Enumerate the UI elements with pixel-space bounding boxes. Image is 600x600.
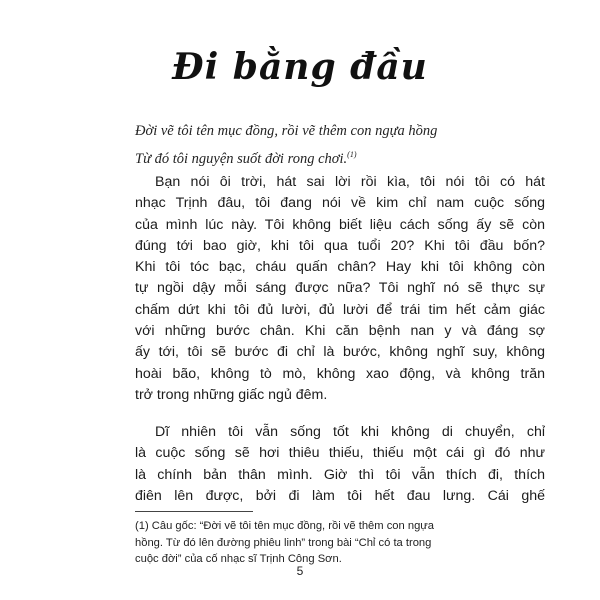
footnote-marker: (1) [347,150,357,159]
paragraph-line: Dĩ nhiên tôi vẫn sống tốt khi không di chuyển, chỉ [155,424,545,440]
epigraph-line-2-text: Từ đó tôi nguyện suốt đời rong chơi. [135,150,348,167]
footnote-line: (1) Câu gốc: “Đời vẽ tôi tên mục đồng, rồi vẽ thêm con ngựa [135,520,435,532]
page-number: 5 [296,564,304,578]
paragraph-line: Khi tôi tóc bạc, cháu quấn chân? Hay khi tôi không còn [135,259,545,276]
paragraph-line: đúng tới bao giờ, khi tôi qua tuổi 20? Khi tôi đầu bốn? [135,237,545,254]
paragraph-line: là cuộc sống sẽ hơi thiêu thiếu, thiếu một cái gì đó như [135,445,545,462]
paragraph-line: với những bước chân. Khi căn bệnh nan y và đáng sợ [135,323,545,340]
epigraph-line-1-text: Đời vẽ tôi tên mục đồng, rồi vẽ thêm con ngựa hồng [135,123,438,139]
paragraph-2 [135,422,545,507]
paragraph-line: Bạn nói ôi trời, hát sai lời rồi kìa, tôi nói tôi có hát [155,174,545,190]
epigraph-line-2 [135,150,555,168]
paragraph-line: tự ngồi dậy mỗi sáng được nữa? Tôi nghĩ nó sẽ thực sự [135,280,545,297]
paragraph-line: ấy tới, tôi sẽ bước đi chỉ là bước, không nghĩ suy, không [135,344,545,361]
footnote-divider [135,511,253,512]
footnote [135,518,545,568]
epigraph-line-1 [135,123,555,140]
paragraph-line: là chính bản thân mình. Giờ thì tôi vẫn thích đi, thích [135,466,545,483]
paragraph-line: của mình lúc này. Tôi không biết liệu cách sống ấy sẽ còn [135,216,545,233]
paragraph-line: hoài bão, không tò mò, không xao động, và không trăn [135,365,545,382]
paragraph-line: điên lên được, bởi đi làm tôi hết đau lưng. Cái ghế [135,487,545,504]
chapter-title: Đi bằng đầu [172,46,428,88]
paragraph-line: nhạc Trịnh đâu, tôi đang nói về kim chỉ nam cuộc sống [135,195,545,212]
footnote-line: cuộc đời” của cố nhạc sĩ Trịnh Công Sơn. [135,553,342,565]
paragraph-line: trở trong những giấc ngủ đêm. [135,386,328,403]
paragraph-1 [135,172,545,406]
paragraph-line: chấm dứt khi tôi đủ lười, đủ lười để trái tim hết cảm giác [135,301,545,318]
footnote-line: hồng. Từ đó lên đường phiêu linh” trong bài “Chỉ có ta trong [135,536,432,549]
